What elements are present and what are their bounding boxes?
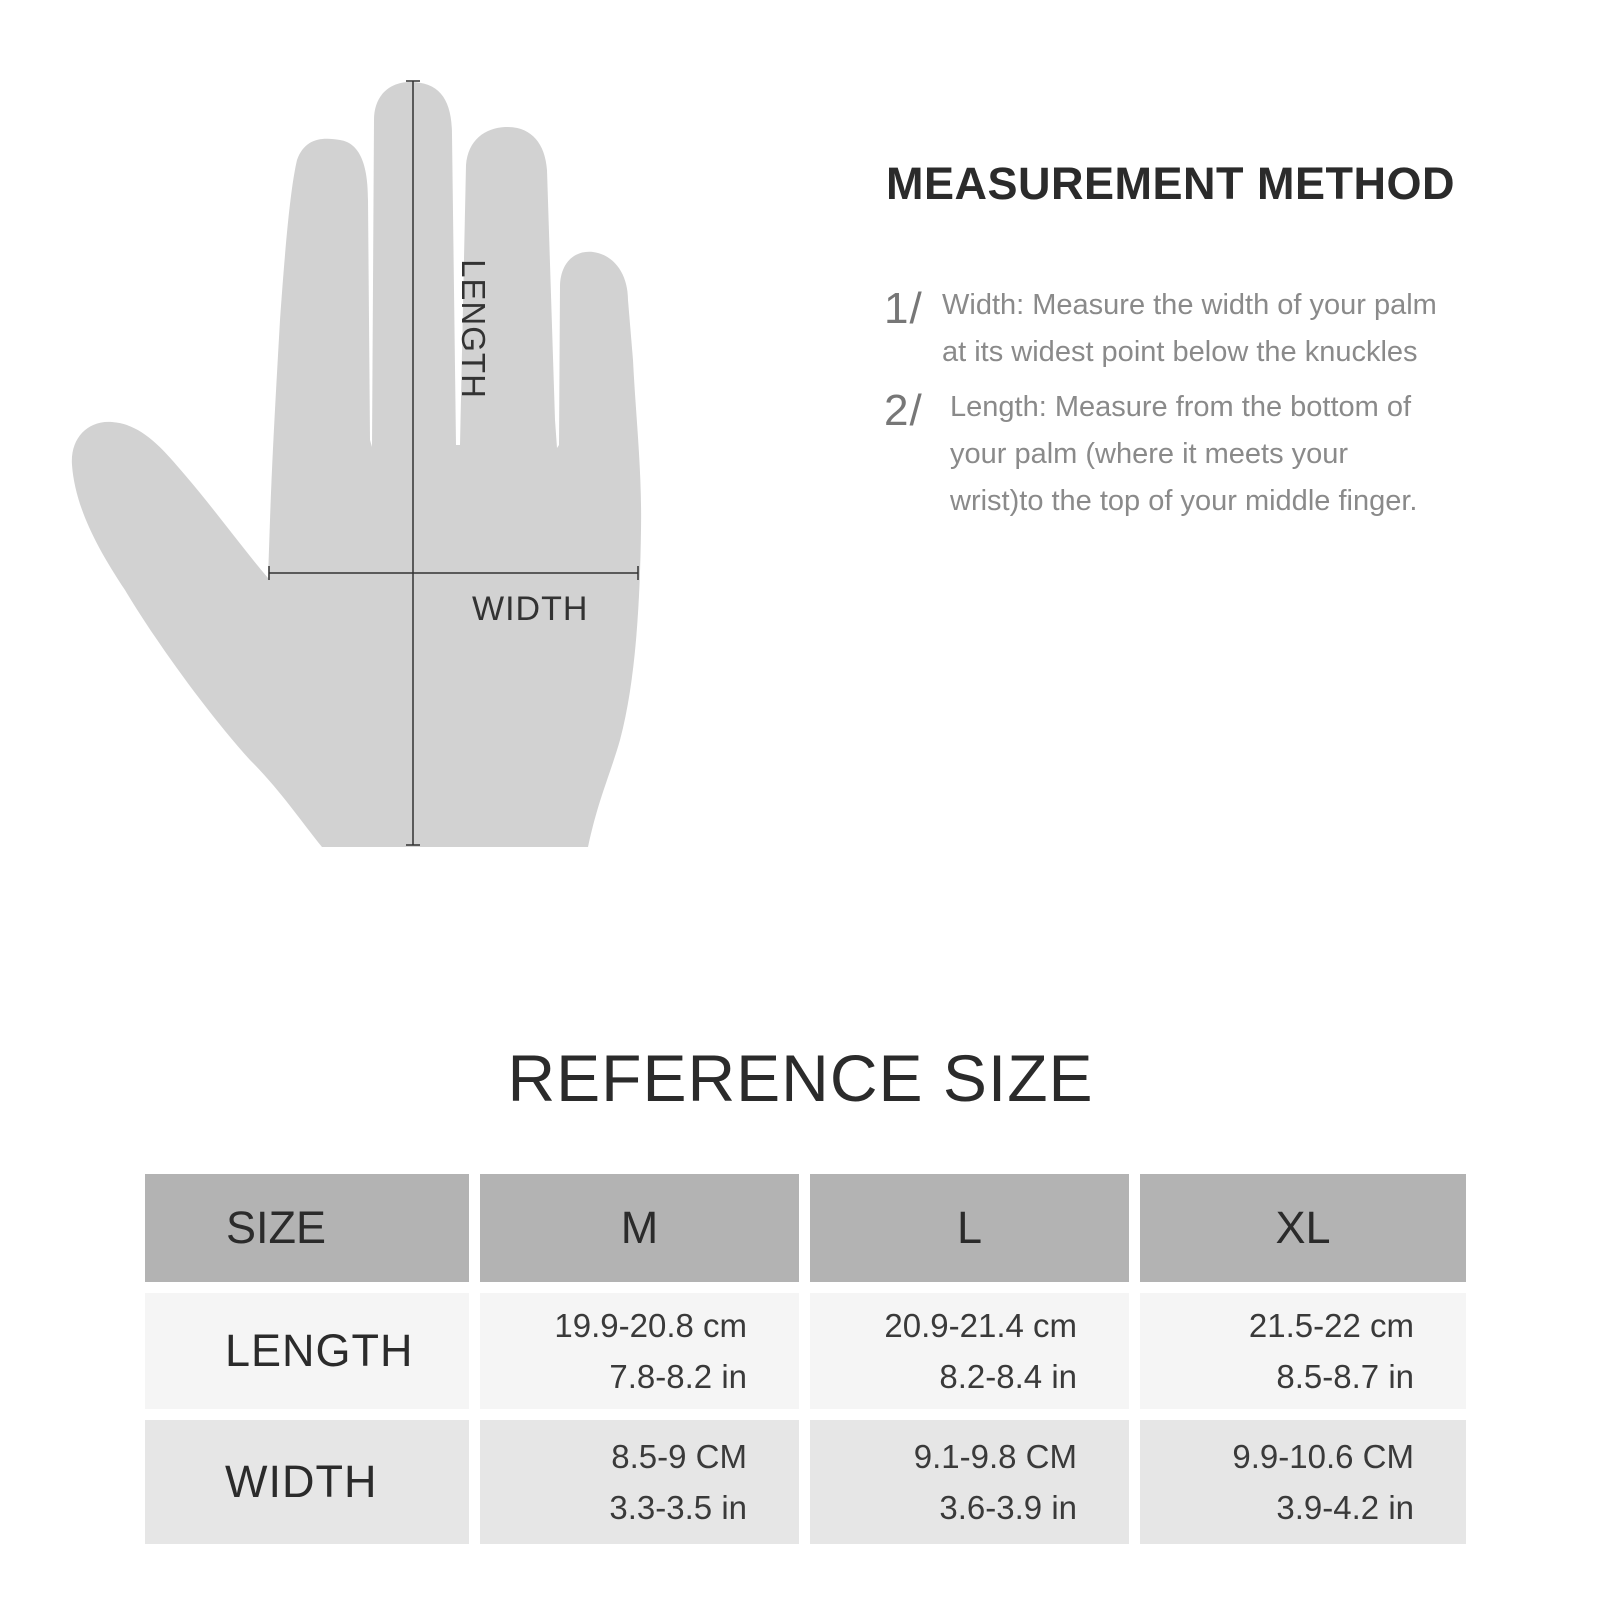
step-number: 2/: [884, 386, 923, 435]
header-cell-l: L: [810, 1174, 1129, 1282]
cell-value-in: 7.8-8.2 in: [609, 1358, 747, 1395]
reference-size-title: REFERENCE SIZE: [507, 1041, 1094, 1115]
cell-value-in: 3.6-3.9 in: [939, 1489, 1077, 1526]
header-cell-size: SIZE: [145, 1174, 469, 1282]
step-text: Width: Measure the width of your palm at its widest point below the knuckles: [942, 289, 1437, 368]
hand-silhouette: [0, 0, 700, 880]
step-number: 1/: [884, 284, 923, 333]
table-cell: [480, 1420, 799, 1544]
table-cell: [1140, 1293, 1466, 1409]
cell-value-cm: 8.5-9 CM: [611, 1438, 747, 1475]
table-header-row: [145, 1174, 1466, 1282]
step-text: Length: Measure from the bottom of your palm (where it meets your wrist)to the top of your middle finger.: [950, 391, 1418, 517]
width-label: WIDTH: [472, 590, 589, 628]
length-label: LENGTH: [455, 259, 492, 399]
cell-value-cm: 19.9-20.8 cm: [554, 1307, 747, 1344]
cell-value-in: 3.9-4.2 in: [1276, 1489, 1414, 1526]
header-cell-m: M: [480, 1174, 799, 1282]
size-table: [134, 1163, 1477, 1555]
measurement-step: [884, 384, 1444, 525]
table-cell: [810, 1420, 1129, 1544]
hand-illustration: [0, 0, 700, 880]
cell-value-in: 8.2-8.4 in: [939, 1358, 1077, 1395]
table-row-width: [145, 1420, 1466, 1544]
row-label-length: LENGTH: [145, 1293, 469, 1409]
table-cell: [480, 1293, 799, 1409]
measurement-steps: [884, 282, 1444, 533]
cell-value-cm: 21.5-22 cm: [1248, 1307, 1414, 1344]
table-cell: [810, 1293, 1129, 1409]
table-row-length: [145, 1293, 1466, 1409]
hand-shape: [72, 82, 641, 847]
measurement-step: [884, 282, 1444, 376]
measurement-method-title: MEASUREMENT METHOD: [886, 158, 1455, 209]
header-cell-xl: XL: [1140, 1174, 1466, 1282]
cell-value-cm: 9.9-10.6 CM: [1232, 1438, 1414, 1475]
cell-value-cm: 9.1-9.8 CM: [913, 1438, 1077, 1475]
row-label-width: WIDTH: [145, 1420, 469, 1544]
table-cell: [1140, 1420, 1466, 1544]
cell-value-in: 3.3-3.5 in: [609, 1489, 747, 1526]
cell-value-cm: 20.9-21.4 cm: [884, 1307, 1077, 1344]
cell-value-in: 8.5-8.7 in: [1276, 1358, 1414, 1395]
